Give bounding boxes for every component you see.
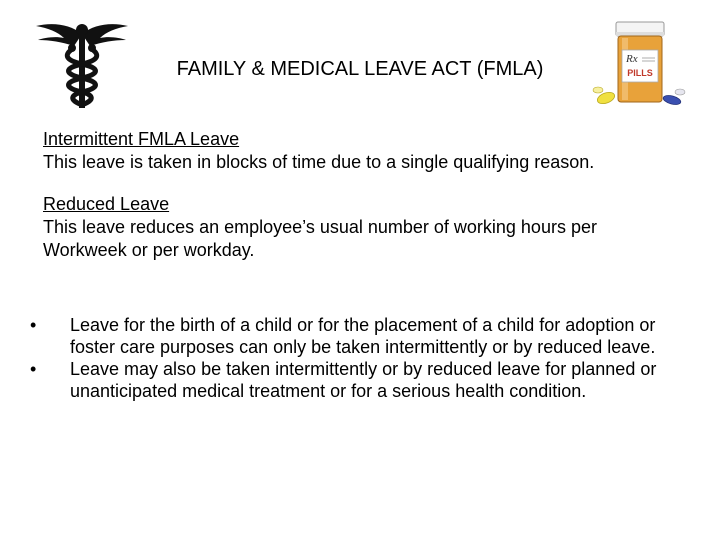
bullet-marker: • [30,315,37,335]
section-heading: Reduced Leave [43,194,170,214]
section-intermittent-leave [43,128,683,174]
bullet-list [26,314,666,402]
pill-bottle-rx: Rx [626,53,638,65]
list-item [26,358,666,402]
bullet-text: Leave may also be taken intermittently or by reduced leave for planned or unanticipated medical treatment or for a serious health condition. [70,359,657,401]
bullet-text: Leave for the birth of a child or for the placement of a child for adoption or foster care purposes can only be taken intermittently or by reduced leave. [70,315,656,357]
content-body [43,128,683,281]
section-reduced-leave [43,193,683,262]
section-text: This leave is taken in blocks of time due to a single qualifying reason. [43,152,595,172]
page-title: FAMILY & MEDICAL LEAVE ACT (FMLA) [176,58,544,80]
bullet-marker: • [30,359,37,379]
list-item [26,314,666,358]
pill-bottle-label: PILLS [627,68,653,78]
section-text: This leave reduces an employee’s usual number of working hours per Workweek or per workday. [43,217,597,260]
section-heading: Intermittent FMLA Leave [43,129,240,149]
